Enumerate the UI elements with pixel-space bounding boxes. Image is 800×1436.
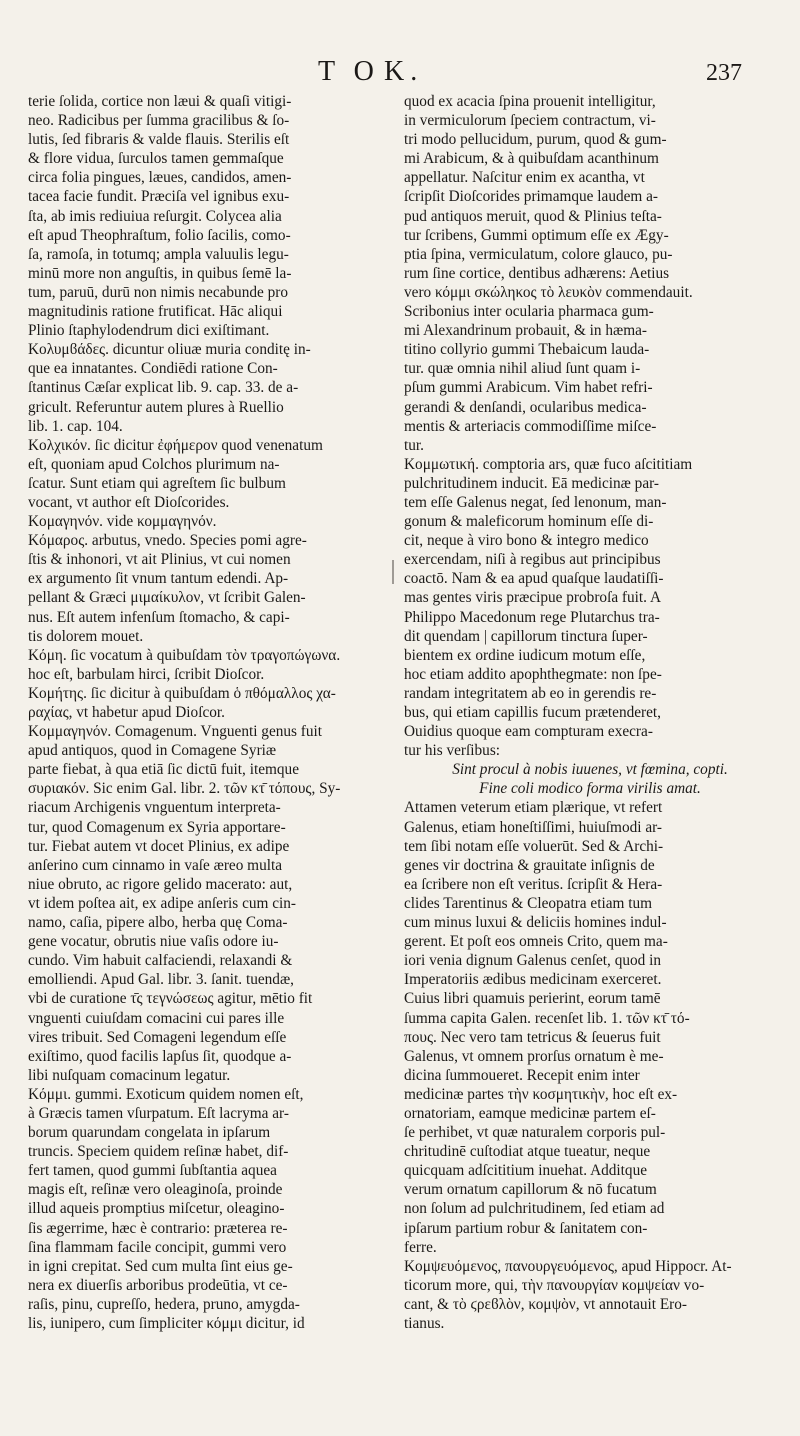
text-line: hoc eſt, barbulam hirci, ſcribit Dioſcor. [28,665,265,683]
text-line: ea ſcribere non eſt veritus. ſcripſit & Hera- [404,875,663,893]
text-line: ticorum more, qui, τὴν πανουργίαν κομψείαν vo- [404,1276,705,1294]
text-line: illud aqueis promptius miſcetur, oleagino- [28,1200,285,1218]
text-line: ſina flammam facile concipit, gummi vero [28,1238,287,1256]
text-line: Κομμωτική. comptoria ars, quæ fuco aſcititiam [404,455,693,473]
text-line: vires tribuit. Sed Comageni legendum eſſe [28,1028,287,1046]
text-line: neo. Radicibus per ſumma gracilibus & ſo- [28,112,290,130]
text-line: emolliendi. Apud Gal. libr. 3. ſanit. tuendæ, [28,971,294,989]
text-line: lis, iunipero, cum ſimpliciter κόμμι dicitur, id [28,1315,305,1332]
text-line: tur, quod Comagenum ex Syria apportare- [28,818,286,836]
text-line: riacum Archigenis vnguentum interpreta- [28,799,281,817]
text-line: ραχίας, vt habetur apud Dioſcor. [28,704,225,721]
text-line: ptia ſpina, vermiculatum, colore glauco, pu- [404,245,673,263]
text-line: randam integritatem ab eo in gerendis re- [404,684,657,702]
text-line: in igni crepitat. Sed cum multa ſint eius ge- [28,1257,293,1275]
text-line: πους. Nec vero tam tetricus & ſeuerus fuit [404,1028,661,1046]
text-line: bientem ex ordine iudicum motum eſſe, [404,646,646,664]
text-line: coactō. Nam & ea apud quaſque laudatiſſi- [404,570,664,588]
text-line: titino collyrio gummi Thebaicum lauda- [404,341,650,359]
text-line: tum, paruū, durū non nimis necabunde pro [28,283,288,301]
text-line: Κομψευόμενος, πανουργευόμενος, apud Hippocr. At- [404,1257,732,1275]
text-line: ornatoriam, eamque medicinæ partem eſ- [404,1104,656,1122]
text-line: iori venia dignum Galenus cenſet, quod in [404,952,662,970]
text-line: apud antiquos, quod in Comagene Syriæ [28,742,277,760]
text-line: Κόμμι. gummi. Exoticum quidem nomen eſt, [28,1085,304,1103]
text-line: exercendam, niſi à regibus aut principibus [404,551,661,569]
text-line: tur. quæ omnia nihil aliud ſunt quam i- [404,360,641,378]
text-line: ſa, ramoſa, in totumq; ampla valuulis legu- [28,245,289,263]
text-line: ſumma capita Galen. recenſet lib. 1. τῶν κτ̄ τό- [404,1009,690,1027]
text-line: borum quarundam congelata in ipſarum [28,1124,271,1142]
text-line: Κομαγηνόν. vide κομμαγηνόν. [28,513,217,531]
text-line: rum ſine cortice, dentibus adhærens: Aetius [404,264,670,282]
text-line: appellatur. Naſcitur enim ex acantha, vt [404,169,645,187]
text-line: medicinæ partes τὴν κοσμητικὴν, hoc eſt ex- [404,1085,678,1103]
text-line: fert tamen, quod gummi ſubſtantia aquea [28,1162,277,1180]
text-line: Attamen veterum etiam plærique, vt refert [404,799,663,817]
text-line: cant, & τὸ ϛρεϐλὸν, κομψὸν, vt annotauit Ero- [404,1295,688,1313]
left-column [28,92,394,1333]
text-line: pellant & Græci μιμαίκυλον, vt ſcribit Galen- [28,589,306,607]
text-line: cit, neque à viro bono & integro medico [404,532,649,550]
text-line: ferre. [404,1238,437,1256]
text-line: pulchritudinem inducit. Eā medicinæ par- [404,474,659,492]
text-line: vt idem poſtea ait, ex adipe anſeris cum cin- [28,894,297,912]
text-line: cundo. Vim habuit calfaciendi, relaxandi & [28,952,293,970]
text-line: magnitudinis ratione frutificat. Hāc aliqui [28,303,283,321]
text-line: Κολχικόν. ſic dicitur ἐφήμερον quod venenatum [28,436,323,454]
text-line: ſis ægerrime, hæc è contrario: præterea re- [28,1219,288,1237]
text-line: tacea facie fundit. Præciſa vel ignibus exu- [28,188,290,206]
text-line: magis eſt, reſinæ vero oleaginoſa, proinde [28,1181,283,1199]
page-number: 237 [706,60,742,86]
column-rule-mark [392,560,394,584]
text-line: Galenus, etiam honeſtiſſimi, huiuſmodi ar- [404,818,662,836]
text-line: gene vocatur, obrutis niue vaſis odore iu- [28,933,279,951]
text-line: tur. Fiebat autem vt docet Plinius, ex adipe [28,837,290,855]
text-line: tur ſcribens, Gummi optimum eſſe ex Ægy- [404,226,669,244]
text-line: bus, qui etiam capillis fucum prætenderet, [404,704,662,721]
text-line: mi Alexandrinum probauit, & in hæma- [404,322,648,340]
text-line: parte fiebat, à qua etiā ſic dictū fuit, itemque [28,761,299,779]
text-line: lutis, ſed fibraris & valde flauis. Sterilis eſt [28,131,290,149]
running-header [0,56,800,96]
text-line: niue obruto, ac rigore gelido macerato: aut, [28,875,293,893]
text-line: pud antiquos meruit, quod & Plinius teſta- [404,207,662,225]
text-line: Galenus, vt omnem prorſus ornatum è me- [404,1047,664,1065]
text-line: ſtantinus Cæſar explicat lib. 9. cap. 33. de a- [28,379,299,397]
text-line: quicquam adſcititium inuehat. Additque [404,1162,648,1180]
text-line: pſum gummi Arabicum. Vim habet refri- [404,379,653,397]
text-line: vbi de curatione τ̄ς τεγνώσεως agitur, mētio fit [28,990,313,1008]
text-line: tur. [404,436,424,454]
text-line: Cuius libri quamuis perierint, eorum tamē [404,990,661,1008]
right-column [404,92,776,1333]
text-line: Κόμαρος. arbutus, vnedo. Species pomi agre- [28,532,307,550]
text-line: minū more non anguſtis, in quibus ſemē la- [28,264,292,282]
text-line: tem ſibi notam eſſe voluerūt. Sed & Archi- [404,837,664,855]
text-line: hoc etiam addito apophthegmate: non ſpe- [404,665,662,683]
text-line: vnguenti cuiuſdam comacini cui pares ille [28,1009,285,1027]
text-line: genes vir doctrina & grauitate inſignis de [404,856,655,874]
text-line: Plinio ſtaphylodendrum dici exiſtimant. [28,322,270,340]
text-line: mentis & arteriacis commodiſſime miſce- [404,417,657,435]
text-line: gerandi & denſandi, ocularibus medica- [404,398,647,416]
text-line: vero κόμμι σκώληκος τὸ λευκὸν commendauit. [404,283,693,301]
text-line: circa folia pingues, læues, candidos, amen- [28,169,292,187]
text-line: ſe perhibet, vt quæ naturalem corporis pul- [404,1124,666,1142]
text-line: tianus. [404,1315,445,1332]
text-line: dicina ſummoueret. Recepit enim inter [404,1066,640,1084]
header-left: T O [318,56,380,87]
text-line: libi nuſquam comacinum legatur. [28,1066,231,1084]
text-line: Imperatoriis ædibus medicinam exerceret. [404,971,662,989]
text-line: mi Arabicum, & à quibuſdam acanthinum [404,150,659,168]
text-line: raſis, pinu, cupreſſo, hedera, pruno, amygda- [28,1295,300,1313]
text-line: & flore vidua, ſurculos tamen gemmaſque [28,150,284,168]
text-line: Κόμη. ſic vocatum à quibuſdam τὸν τραγοπώγωνα. [28,646,341,664]
text-line: eſt apud Theophraſtum, folio ſacilis, como- [28,226,291,244]
text-line: à Græcis tamen vſurpatum. Eſt lacryma ar- [28,1104,289,1122]
text-line: gonum & maleficorum hominum eſſe di- [404,513,654,531]
text-line: ipſarum partium robur & ſanitatem con- [404,1219,648,1237]
text-line: nera ex diuerſis arboribus prodeūtia, vt ce- [28,1276,288,1294]
text-line: tur his verſibus: [404,742,501,760]
text-line: Sint procul à nobis iuuenes, vt fœmina, copti. [452,761,728,779]
text-line: nus. Eſt autem infenſum ſtomacho, & capi- [28,608,290,626]
text-line: non ſolum ad pulchritudinem, ſed etiam ad [404,1200,665,1218]
text-line: vocant, vt author eſt Dioſcorides. [28,493,230,511]
text-line: chritudinē cuſtodiat atque tueatur, neque [404,1143,651,1161]
text-line: truncis. Speciem quidem reſinæ habet, dif- [28,1143,289,1161]
header-right: K. [384,56,424,87]
text-line: tis dolorem mouet. [28,627,144,645]
text-line: namo, caſia, pipere albo, herba quę Coma- [28,914,288,932]
text-line: συριακόν. Sic enim Gal. libr. 2. τῶν κτ̄ τόπους, Sy- [28,780,341,798]
text-line: anſerino cum cinnamo in vaſe æreo multa [28,856,283,874]
text-line: lib. 1. cap. 104. [28,417,123,435]
text-line: tem eſſe Galenus negat, ſed lenonum, man- [404,493,667,511]
text-line: in vermiculorum ſpeciem contractum, vi- [404,112,656,130]
text-line: Scribonius inter ocularia pharmaca gum- [404,303,654,321]
text-line: mas gentes viris præcipue probroſa fuit. A [404,589,662,607]
text-line: clides Tarentinus & Cleopatra etiam tum [404,894,653,912]
text-line: ex argumento ſit vnum tantum edendi. Ap- [28,570,289,588]
text-line: ſtis & inhonori, vt ait Plinius, vt cui nomen [28,551,291,569]
text-line: ſta, ab imis rediuiua reſurgit. Colycea alia [28,207,282,225]
text-line: ſcatur. Sunt etiam qui agreſtem ſic bulbum [28,474,286,492]
text-line: tri modo pellucidum, purum, quod & gum- [404,131,667,149]
text-line: gerent. Et poſt eos omneis Crito, quem ma- [404,933,668,951]
text-line: Κομήτης. ſic dicitur à quibuſdam ὁ πθόμαλλος χα- [28,684,336,702]
text-line: gricult. Referuntur autem plures à Ruellio [28,398,284,416]
text-line: exiſtimo, quod facilis lapſus ſit, quodque a- [28,1047,292,1065]
text-line: Philippo Macedonum rege Plutarchus tra- [404,608,660,626]
text-line: eſt, quoniam apud Colchos plurimum na- [28,455,280,473]
text-line: terie ſolida, cortice non læui & quaſi vitigi- [28,93,292,110]
text-line: que ea innatantes. Condiēdi ratione Con- [28,360,278,378]
text-line: ſcripſit Dioſcorides primamque laudem a- [404,188,659,206]
text-line: Κολυμϐάδες. dicuntur oliuæ muria conditę in- [28,341,311,359]
text-line: cum minus luxui & deliciis homines indul- [404,914,667,932]
text-line: quod ex acacia ſpina prouenit intelligitur, [404,93,656,110]
text-line: Fine coli modico forma virilis amat. [479,780,701,798]
text-line: Ouidius quoque eam compturam execra- [404,723,653,741]
text-line: dit quendam | capillorum tinctura ſuper- [404,627,648,645]
text-line: verum ornatum capillorum & nō fucatum [404,1181,657,1199]
text-line: Κομμαγηνόν. Comagenum. Vnguenti genus fuit [28,723,323,741]
